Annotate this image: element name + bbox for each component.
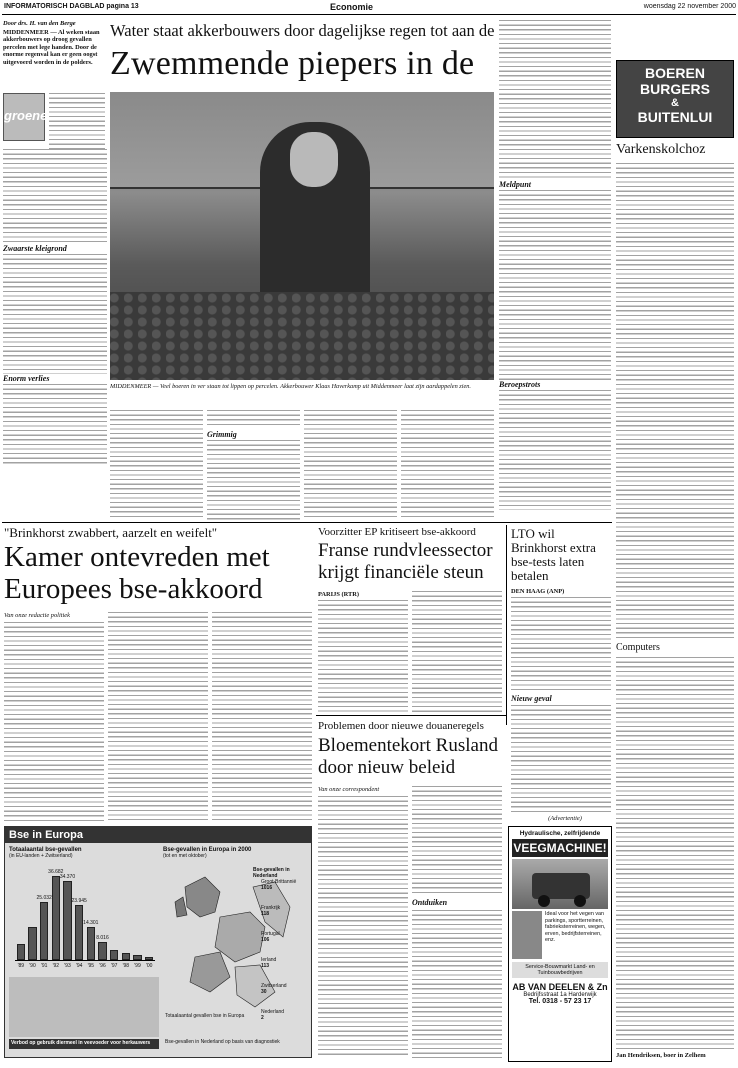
country-list	[261, 879, 309, 1019]
bar-value-label-7: 8.016	[96, 934, 109, 941]
subhead-nieuw-geval: Nieuw geval	[511, 694, 552, 703]
subhead-ontduiken: Ontduiken	[412, 898, 448, 907]
bar-5	[75, 905, 83, 960]
bar-2	[40, 902, 48, 960]
bar-value-label-5: 23.945	[71, 897, 87, 904]
bar-tick-label-11: '00	[145, 963, 153, 969]
lto-dateline: DEN HAAG (ANP)	[511, 588, 565, 595]
country-name: Zwitserland	[261, 983, 287, 989]
country-row	[261, 931, 309, 943]
logo-burgers: BURGERS	[639, 81, 710, 97]
bse-headline: Kamer ontevreden met Europees bse-akkoord	[4, 541, 270, 605]
bar-tick-label-4: '93	[64, 963, 71, 969]
bar-tick-label-1: '90	[29, 963, 36, 969]
country-name: Frankrijk	[261, 905, 281, 911]
country-value: 118	[261, 911, 270, 917]
advert-phone: Tel. 0318 - 57 23 17	[528, 998, 592, 1005]
bar-tick-label-0: '89	[17, 963, 25, 969]
bar-tick-label-5: '94	[75, 963, 83, 969]
bar-tick-label-6: '95	[87, 963, 95, 969]
advertisement	[508, 826, 612, 1062]
bar-0	[17, 944, 25, 960]
sidebar-title: Varkenskolchoz	[616, 142, 706, 157]
country-name: Portugal	[261, 931, 280, 937]
chart-right-title: Bse-gevallen in Europa in 2000	[163, 847, 252, 853]
bar-value-label-4: 34.370	[59, 873, 76, 880]
inset-photo	[3, 93, 48, 141]
advert-small-photo	[512, 911, 542, 959]
bar-tick-label-2: '91	[40, 963, 48, 969]
country-name: Groot-Brittannië	[261, 879, 297, 885]
page-header-left: INFORMATORISCH DAGBLAD pagina 13	[4, 3, 139, 10]
bar-tick-label-7: '96	[99, 963, 106, 969]
country-name: Ierland	[261, 957, 277, 963]
chart-left-title: Totaalaantal bse-gevallen	[9, 847, 82, 853]
france-headline: Franse rundvleessector krijgt financiële steun	[318, 540, 493, 583]
infographic-footer: Verbod op gebruik diermeel in veevoeder voor herkauwers	[9, 1039, 159, 1049]
lead-photo	[110, 92, 494, 380]
bar-4	[63, 881, 71, 960]
france-kicker: Voorzitter EP kritiseert bse-akkoord	[318, 526, 476, 538]
bar-tick-label-8: '97	[110, 963, 118, 969]
bar-chart-x-axis	[15, 963, 155, 971]
bar-tick-label-10: '99	[134, 963, 141, 969]
lead-intro: MIDDENMEER — Al weken staan akkerbouwers op droog gevallen percelen met lege handen. Door de enorme regenval kan er geen oogst uitgevoerd worden in de polders.	[3, 28, 100, 66]
bar-9	[122, 953, 130, 960]
section-title: Economie	[330, 2, 374, 12]
bar-tick-label-3: '92	[52, 963, 60, 969]
advert-service: Service-Bouwmarkt Land- en Tuinbouwbedrijven	[512, 962, 608, 978]
country-name: Nederland	[261, 1009, 285, 1015]
subhead-verlies: Enorm verlies	[3, 373, 50, 383]
advert-company: AB VAN DEELEN & Zn	[512, 982, 608, 992]
france-dateline: PARIJS (RTR)	[318, 591, 360, 598]
bar-3	[52, 876, 60, 960]
bar-value-label-2: 25.032	[36, 895, 52, 902]
legend-note: Totaalaantal gevallen bse in Europa	[165, 1013, 245, 1019]
subhead-grimmig: Grimmig	[207, 430, 237, 439]
advert-title: VEEGMACHINE!	[513, 841, 607, 855]
country-value: 30	[261, 989, 267, 995]
lead-headline: Zwemmende piepers in de	[110, 45, 475, 82]
bar-tick-label-9: '98	[122, 963, 130, 969]
logo-amp: &	[671, 97, 679, 109]
sidebar-author: Jan Hendriksen, boer in Zelhem	[616, 1052, 706, 1059]
advert-photo	[512, 859, 608, 909]
subhead-computers: Computers	[616, 642, 660, 653]
chart-right-sub: (tot en met oktober)	[163, 853, 207, 859]
bar-11	[145, 957, 153, 960]
country-row	[261, 1009, 309, 1021]
bse-byline: Van onze redactie politiek	[4, 612, 70, 619]
infographic-inset	[9, 977, 159, 1037]
bar-chart	[15, 869, 155, 961]
country-value: 106	[261, 937, 270, 943]
bse-infographic	[4, 826, 312, 1058]
advert-label: (Advertentie)	[548, 815, 582, 822]
lead-photo-caption: MIDDENMEER — Veel boeren in ver staan tot lippen op percelen. Akkerbouwer Klaas Haverkamp uit Middenmeer laat zijn aardappelen zien.	[110, 383, 472, 390]
country-row	[261, 983, 309, 995]
page-date: woensdag 22 november 2000	[643, 3, 736, 10]
lead-intro-column	[3, 20, 107, 520]
bar-value-label-3: 36.682	[48, 868, 64, 875]
subhead-kleigrond: Zwaarste kleigrond	[3, 243, 67, 253]
lead-kicker: Water staat akkerbouwers door dagelijkse regen tot aan de	[110, 21, 495, 40]
bar-1	[28, 927, 36, 960]
bar-value-label-6: 14.301	[83, 920, 99, 927]
bar-6	[87, 927, 95, 960]
rusland-kicker: Problemen door nieuwe douaneregels	[318, 720, 484, 732]
bar-8	[110, 950, 118, 960]
lto-headline: LTO wil Brinkhorst extra bse-tests laten betalen	[511, 527, 596, 583]
bse-kicker: "Brinkhorst zwabbert, aarzelt en weifelt"	[4, 525, 218, 540]
advert-address: Bedrijfsstraat 1a Harderwijk	[523, 992, 597, 998]
country-value: 1016	[261, 885, 273, 891]
logo-boeren: BOEREN	[645, 65, 705, 81]
bar-7	[98, 942, 106, 960]
map-label: Bse-gevallen in Nederland	[253, 867, 290, 879]
country-row	[261, 957, 309, 969]
advert-body: Ideal voor het vegen van parkings, sportterreinen, fabrieksterreinen, wegen, erven, bedrijfsterreinen, enz.	[545, 911, 606, 944]
subhead-beroepstrots: Beroepstrots	[499, 380, 541, 389]
logo-buitenlui: BUITENLUI	[637, 109, 713, 125]
sidebar-logo	[616, 60, 734, 138]
rusland-byline: Van onze correspondent	[318, 786, 380, 793]
inset-logo: groene	[4, 107, 48, 123]
country-value: 2	[261, 1015, 264, 1021]
chart-left-sub: (in EU-landen + Zwitserland)	[9, 853, 73, 859]
lead-byline: Door drs. H. van den Berge	[3, 20, 76, 27]
subhead-meldpunt: Meldpunt	[499, 180, 532, 189]
country-row	[261, 905, 309, 917]
infographic-footer2: Bse-gevallen in Nederland op basis van diagnostiek	[165, 1039, 280, 1045]
country-value: 113	[261, 963, 270, 969]
bar-10	[133, 955, 141, 960]
rusland-headline: Bloementekort Rusland door nieuw beleid	[318, 735, 498, 778]
advert-top: Hydraulische, zelfrijdende	[519, 830, 601, 837]
country-row	[261, 879, 309, 891]
infographic-title: Bse in Europa	[5, 827, 311, 843]
